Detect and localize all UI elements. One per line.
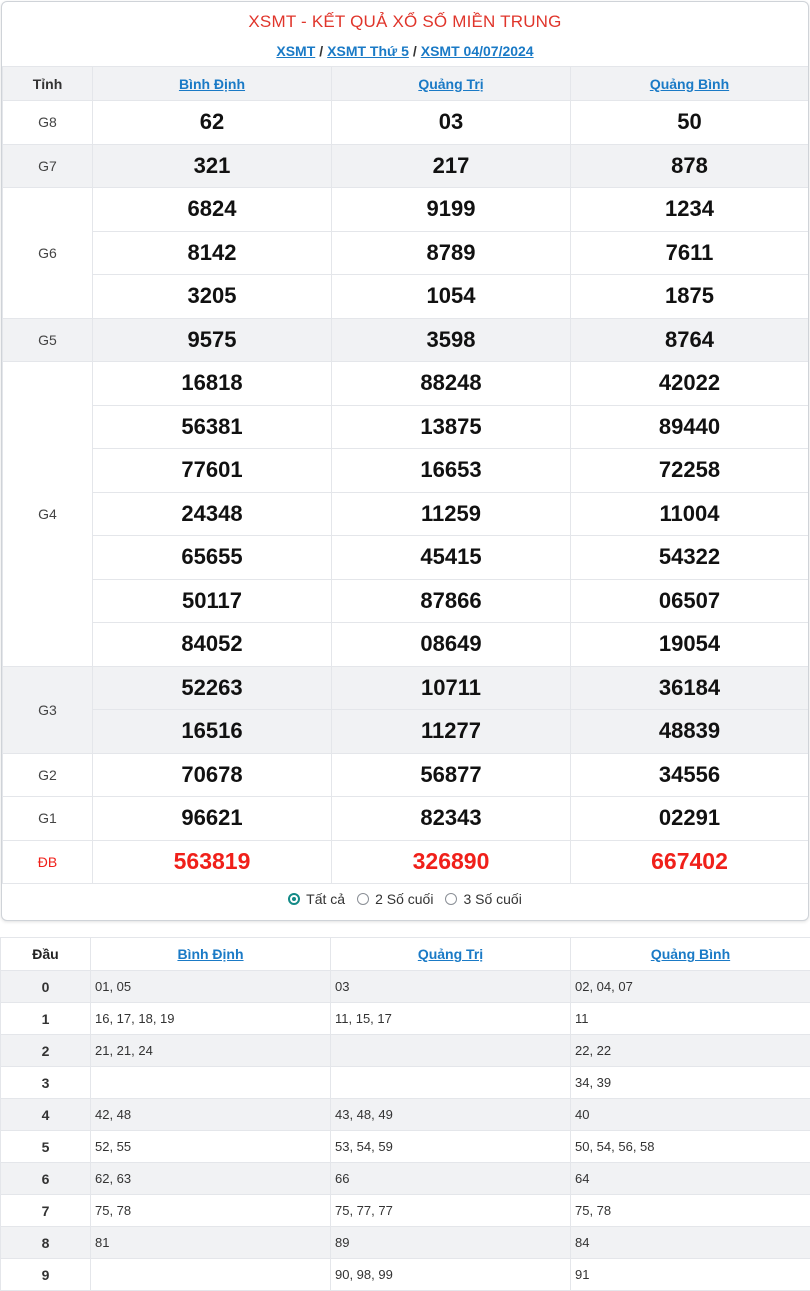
loto-row bbox=[1, 1035, 810, 1067]
loto-row bbox=[1, 1259, 810, 1291]
breadcrumb-xsmt-thu5[interactable]: XSMT Thứ 5 bbox=[327, 43, 409, 59]
prize-number: 3205 bbox=[93, 274, 331, 318]
head-digit: 2 bbox=[1, 1035, 91, 1067]
loto-row bbox=[1, 1003, 810, 1035]
province-link[interactable]: Bình Định bbox=[177, 946, 243, 962]
loto-cell: 11, 15, 17 bbox=[331, 1003, 571, 1035]
province-header-quang-binh[interactable] bbox=[571, 67, 809, 101]
digit-filter bbox=[2, 891, 808, 908]
prize-number: 36184 bbox=[571, 667, 808, 710]
loto-cell: 66 bbox=[331, 1163, 571, 1195]
prize-number: 11277 bbox=[332, 709, 570, 753]
prize-row-g7 bbox=[3, 144, 809, 188]
prize-cell: 667402 bbox=[571, 840, 809, 884]
filter-option-2[interactable] bbox=[445, 891, 521, 907]
prize-label: G4 bbox=[3, 362, 93, 667]
loto-cell: 16, 17, 18, 19 bbox=[91, 1003, 331, 1035]
prize-cell bbox=[332, 362, 571, 667]
prize-cell: 34556 bbox=[571, 753, 809, 797]
head-digit: 0 bbox=[1, 971, 91, 1003]
loto-cell: 75, 78 bbox=[91, 1195, 331, 1227]
prize-row-g4 bbox=[3, 362, 809, 667]
prize-number: 6824 bbox=[93, 188, 331, 231]
prize-cell: 03 bbox=[332, 101, 571, 145]
prize-number: 10711 bbox=[332, 667, 570, 710]
results-table bbox=[2, 66, 809, 884]
prize-number: 54322 bbox=[571, 535, 808, 579]
prize-number: 72258 bbox=[571, 448, 808, 492]
loto-cell: 90, 98, 99 bbox=[331, 1259, 571, 1291]
loto-header-binh-dinh[interactable] bbox=[91, 938, 331, 971]
head-digit: 5 bbox=[1, 1131, 91, 1163]
prize-number: 77601 bbox=[93, 448, 331, 492]
head-digit: 9 bbox=[1, 1259, 91, 1291]
prize-number: 52263 bbox=[93, 667, 331, 710]
loto-cell: 64 bbox=[571, 1163, 810, 1195]
prize-cell bbox=[571, 362, 809, 667]
head-digit: 7 bbox=[1, 1195, 91, 1227]
prize-label: G1 bbox=[3, 797, 93, 841]
prize-label: G7 bbox=[3, 144, 93, 188]
province-label-header: Tỉnh bbox=[3, 67, 93, 101]
prize-cell bbox=[571, 666, 809, 753]
loto-cell bbox=[91, 1259, 331, 1291]
loto-cell: 22, 22 bbox=[571, 1035, 810, 1067]
page-title: XSMT - KẾT QUẢ XỔ SỐ MIỀN TRUNG bbox=[2, 12, 808, 32]
loto-row bbox=[1, 1227, 810, 1259]
prize-cell: 563819 bbox=[93, 840, 332, 884]
loto-row bbox=[1, 1099, 810, 1131]
province-link[interactable]: Quảng Bình bbox=[651, 946, 730, 962]
prize-number: 11259 bbox=[332, 492, 570, 536]
prize-cell: 02291 bbox=[571, 797, 809, 841]
prize-label: G5 bbox=[3, 318, 93, 362]
prize-number: 06507 bbox=[571, 579, 808, 623]
prize-number: 56381 bbox=[93, 405, 331, 449]
prize-cell: 70678 bbox=[93, 753, 332, 797]
loto-header-quang-tri[interactable] bbox=[331, 938, 571, 971]
prize-number: 11004 bbox=[571, 492, 808, 536]
prize-number: 08649 bbox=[332, 622, 570, 666]
prize-number: 9199 bbox=[332, 188, 570, 231]
breadcrumb-separator: / bbox=[319, 43, 323, 59]
prize-number: 48839 bbox=[571, 709, 808, 753]
prize-cell: 96621 bbox=[93, 797, 332, 841]
prize-cell: 217 bbox=[332, 144, 571, 188]
loto-row bbox=[1, 1195, 810, 1227]
prize-row-g2 bbox=[3, 753, 809, 797]
prize-label: G6 bbox=[3, 188, 93, 319]
loto-row bbox=[1, 1067, 810, 1099]
prize-row-g3 bbox=[3, 666, 809, 753]
prize-label: G8 bbox=[3, 101, 93, 145]
prize-number: 16818 bbox=[93, 362, 331, 405]
province-header-quang-tri[interactable] bbox=[332, 67, 571, 101]
prize-number: 19054 bbox=[571, 622, 808, 666]
loto-cell: 52, 55 bbox=[91, 1131, 331, 1163]
prize-number: 89440 bbox=[571, 405, 808, 449]
prize-number: 13875 bbox=[332, 405, 570, 449]
prize-cell: 878 bbox=[571, 144, 809, 188]
prize-row-g6 bbox=[3, 188, 809, 319]
prize-number: 8142 bbox=[93, 231, 331, 275]
prize-cell: 9575 bbox=[93, 318, 332, 362]
prize-number: 16516 bbox=[93, 709, 331, 753]
prize-number: 7611 bbox=[571, 231, 808, 275]
prize-number: 42022 bbox=[571, 362, 808, 405]
loto-cell: 40 bbox=[571, 1099, 810, 1131]
loto-cell bbox=[91, 1067, 331, 1099]
results-header-row bbox=[3, 67, 809, 101]
prize-label: ĐB bbox=[3, 840, 93, 884]
prize-cell: 82343 bbox=[332, 797, 571, 841]
province-link[interactable]: Quảng Trị bbox=[418, 76, 483, 92]
loto-cell: 43, 48, 49 bbox=[331, 1099, 571, 1131]
province-link[interactable]: Quảng Trị bbox=[418, 946, 483, 962]
breadcrumb-date[interactable]: XSMT 04/07/2024 bbox=[421, 43, 534, 59]
prize-number: 24348 bbox=[93, 492, 331, 536]
loto-row bbox=[1, 1163, 810, 1195]
filter-option-label: 3 Số cuối bbox=[463, 891, 521, 907]
prize-cell: 8764 bbox=[571, 318, 809, 362]
province-link[interactable]: Quảng Bình bbox=[650, 76, 729, 92]
province-link[interactable]: Bình Định bbox=[179, 76, 245, 92]
filter-option-label: Tất cả bbox=[306, 891, 345, 907]
head-digit: 6 bbox=[1, 1163, 91, 1195]
loto-cell: 81 bbox=[91, 1227, 331, 1259]
loto-header-row bbox=[1, 938, 810, 971]
radio-icon[interactable] bbox=[288, 893, 300, 905]
prize-cell bbox=[332, 666, 571, 753]
loto-cell: 91 bbox=[571, 1259, 810, 1291]
prize-cell bbox=[93, 362, 332, 667]
loto-head-table bbox=[0, 937, 810, 1291]
loto-cell: 75, 77, 77 bbox=[331, 1195, 571, 1227]
head-digit: 1 bbox=[1, 1003, 91, 1035]
prize-number: 1875 bbox=[571, 274, 808, 318]
loto-cell: 11 bbox=[571, 1003, 810, 1035]
filter-option-1[interactable] bbox=[357, 891, 433, 907]
radio-icon[interactable] bbox=[357, 893, 369, 905]
head-digit: 3 bbox=[1, 1067, 91, 1099]
prize-number: 84052 bbox=[93, 622, 331, 666]
prize-label: G2 bbox=[3, 753, 93, 797]
head-digit-header: Đầu bbox=[1, 938, 91, 971]
loto-cell bbox=[331, 1067, 571, 1099]
loto-cell: 01, 05 bbox=[91, 971, 331, 1003]
loto-header-quang-binh[interactable] bbox=[571, 938, 810, 971]
province-header-binh-dinh[interactable] bbox=[93, 67, 332, 101]
prize-label: G3 bbox=[3, 666, 93, 753]
prize-number: 65655 bbox=[93, 535, 331, 579]
results-card bbox=[1, 1, 809, 921]
prize-cell: 56877 bbox=[332, 753, 571, 797]
prize-row-g5 bbox=[3, 318, 809, 362]
loto-cell: 53, 54, 59 bbox=[331, 1131, 571, 1163]
prize-number: 1054 bbox=[332, 274, 570, 318]
prize-cell bbox=[93, 188, 332, 319]
head-digit: 4 bbox=[1, 1099, 91, 1131]
prize-cell: 3598 bbox=[332, 318, 571, 362]
loto-row bbox=[1, 1131, 810, 1163]
loto-cell bbox=[331, 1035, 571, 1067]
prize-number: 16653 bbox=[332, 448, 570, 492]
prize-cell bbox=[93, 666, 332, 753]
prize-row-đb bbox=[3, 840, 809, 884]
prize-cell: 62 bbox=[93, 101, 332, 145]
loto-cell: 84 bbox=[571, 1227, 810, 1259]
prize-number: 1234 bbox=[571, 188, 808, 231]
prize-cell bbox=[332, 188, 571, 319]
prize-number: 45415 bbox=[332, 535, 570, 579]
prize-cell: 326890 bbox=[332, 840, 571, 884]
breadcrumb-xsmt[interactable]: XSMT bbox=[276, 43, 315, 59]
loto-cell: 50, 54, 56, 58 bbox=[571, 1131, 810, 1163]
loto-cell: 62, 63 bbox=[91, 1163, 331, 1195]
prize-row-g8 bbox=[3, 101, 809, 145]
loto-cell: 89 bbox=[331, 1227, 571, 1259]
loto-row bbox=[1, 971, 810, 1003]
prize-number: 8789 bbox=[332, 231, 570, 275]
prize-number: 88248 bbox=[332, 362, 570, 405]
loto-cell: 34, 39 bbox=[571, 1067, 810, 1099]
loto-cell: 75, 78 bbox=[571, 1195, 810, 1227]
breadcrumb-separator: / bbox=[413, 43, 417, 59]
prize-cell: 50 bbox=[571, 101, 809, 145]
filter-option-0[interactable] bbox=[288, 891, 345, 907]
loto-cell: 21, 21, 24 bbox=[91, 1035, 331, 1067]
loto-cell: 02, 04, 07 bbox=[571, 971, 810, 1003]
head-digit: 8 bbox=[1, 1227, 91, 1259]
prize-number: 87866 bbox=[332, 579, 570, 623]
loto-cell: 42, 48 bbox=[91, 1099, 331, 1131]
loto-cell: 03 bbox=[331, 971, 571, 1003]
prize-number: 50117 bbox=[93, 579, 331, 623]
radio-icon[interactable] bbox=[445, 893, 457, 905]
prize-cell bbox=[571, 188, 809, 319]
prize-cell: 321 bbox=[93, 144, 332, 188]
breadcrumb bbox=[2, 43, 808, 59]
prize-row-g1 bbox=[3, 797, 809, 841]
filter-option-label: 2 Số cuối bbox=[375, 891, 433, 907]
